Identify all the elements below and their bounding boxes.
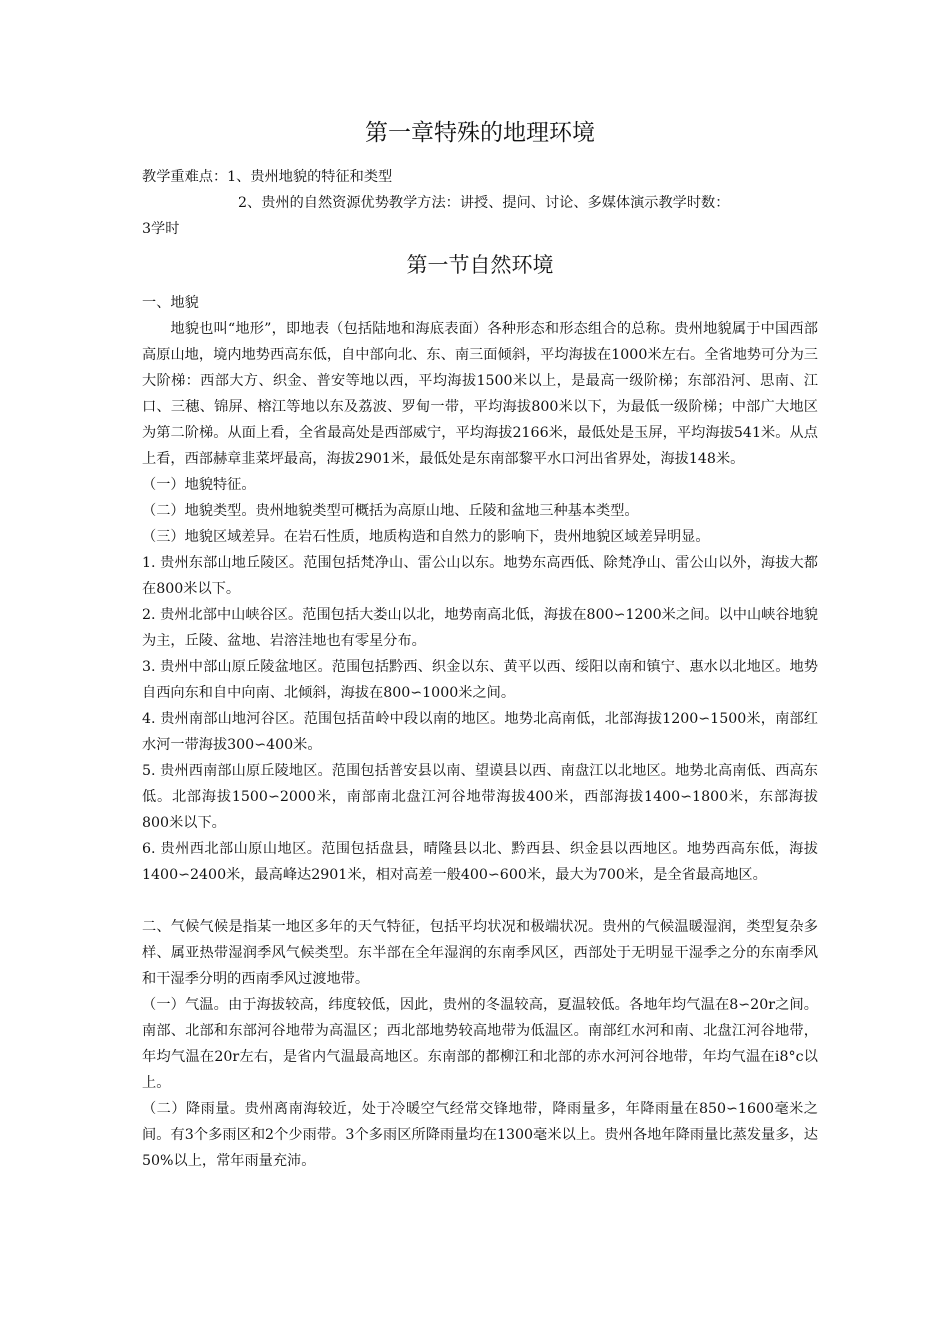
landform-region-item: 6. 贵州西北部山原山地区。范围包括盘县，晴隆县以北、黔西县、织金县以西地区。地势西高东低，海拔1400∽2400米，最高峰达2901米，相对高差一般400∽600米，最大为700米，是全省最高地区。 (142, 841, 818, 883)
document-body (142, 118, 818, 1174)
landform-item: （一）地貌特征。 (142, 477, 256, 493)
landform-item: （三）地貌区域差异。在岩石性质，地质构造和自然力的影响下，贵州地貌区域差异明显。 (142, 529, 710, 545)
landform-intro-paragraph: 地貌也叫“地形”，即地表（包括陆地和海底表面）各种形态和形态组合的总称。贵州地貌属于中国西部高原山地，境内地势西高东低，自中部向北、东、南三面倾斜，平均海拔在1000米左右。全省地势可分为三大阶梯：西部大方、织金、普安等地以西，平均海拔1500米以上，是最高一级阶梯；东部沿河、思南、江口、三穗、锦屏、榕江等地以东及荔波、罗甸一带，平均海拔800米以下，为最低一级阶梯；中部广大地区为第二阶梯。从面上看，全省最高处是西部威宁，平均海拔2166米，最低处是玉屏，平均海拔541米。从点上看，西部赫章韭菜坪最高，海拔2901米，最低处是东南部黎平水口河出省界处，海拔148米。 (142, 321, 818, 467)
landform-region-item: 3. 贵州中部山原丘陵盆地区。范围包括黔西、织金以东、黄平以西、绥阳以南和镇宁、惠水以北地区。地势自西向东和自中向南、北倾斜，海拔在800∽1000米之间。 (142, 659, 818, 701)
climate-item: （一）气温。由于海拔较高，纬度较低，因此，贵州的冬温较高，夏温较低。各地年均气温在8∽20r之间。南部、北部和东部河谷地带为高温区；西北部地势较高地带为低温区。南部红水河和南、北盘江河谷地带，年均气温在20r左右，是省内气温最高地区。东南部的都柳江和北部的赤水河河谷地带，年均气温在i8°c以上。 (142, 997, 818, 1091)
teaching-hours-line: 3学时 (142, 221, 180, 237)
landform-heading: 一、地貌 (142, 295, 199, 311)
landform-region-item: 4. 贵州南部山地河谷区。范围包括苗岭中段以南的地区。地势北高南低，北部海拔1200∽1500米，南部红水河一带海拔300∽400米。 (142, 711, 818, 753)
climate-intro-paragraph: 二、气候气候是指某一地区多年的天气特征，包括平均状况和极端状况。贵州的气候温暖湿润，类型复杂多样、属亚热带湿润季风气候类型。东半部在全年湿润的东南季风区，西部处于无明显干湿季之分的东南季风和干湿季分明的西南季风过渡地带。 (142, 919, 818, 987)
paragraph-spacer (142, 888, 818, 914)
landform-region-item: 2. 贵州北部中山峡谷区。范围包括大娄山以北，地势南高北低，海拔在800∽1200米之间。以中山峡谷地貌为主，丘陵、盆地、岩溶洼地也有零星分布。 (142, 607, 818, 649)
landform-region-item: 5. 贵州西南部山原丘陵地区。范围包括普安县以南、望谟县以西、南盘江以北地区。地势北高南低、西高东低。北部海拔1500∽2000米，南部南北盘江河谷地带海拔400米，西部海拔1400∽1800米，东部海拔800米以下。 (142, 763, 818, 831)
climate-item: （二）降雨量。贵州离南海较近，处于冷暖空气经常交锋地带，降雨量多，年降雨量在850∽1600毫米之间。有3个多雨区和2个少雨带。3个多雨区所降雨量均在1300毫米以上。贵州各地年降雨量比蒸发量多，达50%以上，常年雨量充沛。 (142, 1101, 818, 1169)
landform-region-item: 1. 贵州东部山地丘陵区。范围包括梵净山、雷公山以东。地势东高西低、除梵净山、雷公山以外，海拔大都在800米以下。 (142, 555, 818, 597)
teaching-focus-line: 教学重难点：1、贵州地貌的特征和类型 (142, 169, 393, 185)
teaching-method-line: 2、贵州的自然资源优势教学方法：讲授、提问、讨论、多媒体演示教学时数： (238, 195, 730, 211)
landform-item: （二）地貌类型。贵州地貌类型可概括为高原山地、丘陵和盆地三种基本类型。 (142, 503, 639, 519)
section-title: 第一节自然环境 (406, 253, 554, 277)
chapter-title: 第一章特殊的地理环境 (365, 120, 595, 146)
